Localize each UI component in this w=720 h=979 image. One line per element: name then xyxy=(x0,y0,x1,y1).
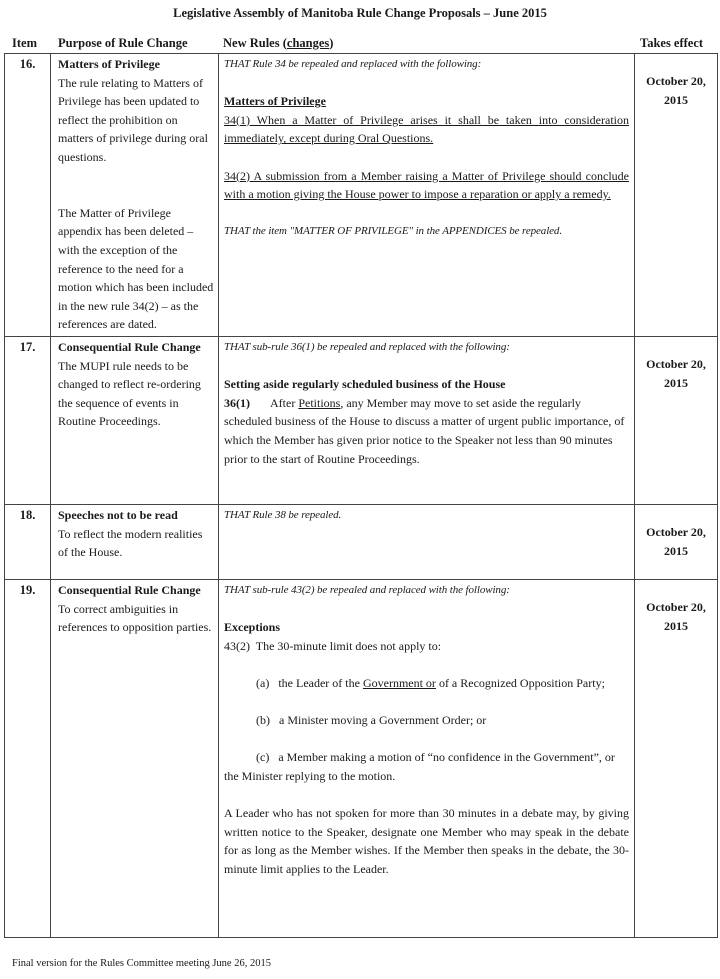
table-row xyxy=(5,337,718,505)
new-rules-cell xyxy=(219,505,635,580)
takes-effect-cell xyxy=(635,54,718,337)
rule-change-table xyxy=(4,53,718,938)
purpose-title: Speeches not to be read xyxy=(58,508,178,522)
footer-note: Final version for the Rules Committee meeting June 26, 2015 xyxy=(12,958,271,969)
rule-heading: Setting aside regularly scheduled business of the House xyxy=(224,377,506,392)
takes-effect-year: 2015 xyxy=(664,543,688,558)
table-row xyxy=(5,505,718,580)
purpose-cell xyxy=(51,505,219,580)
takes-effect-year: 2015 xyxy=(664,375,688,390)
rule-lead: After xyxy=(270,395,299,410)
purpose-title: Consequential Rule Change xyxy=(58,583,201,597)
subitem-label: (c) xyxy=(256,750,270,765)
takes-effect-year: 2015 xyxy=(664,618,688,633)
table-row xyxy=(5,580,718,938)
takes-effect-date: October 20, xyxy=(646,600,706,614)
rule-intro: THAT Rule 34 be repealed and replaced with the following: xyxy=(224,58,482,70)
table-row xyxy=(5,54,718,337)
purpose-text: The Matter of Privilege appendix has been deleted – with the exception of the reference to the need for a motion which has been included in the new rule 34(2) – as the references are dated. xyxy=(58,205,214,332)
column-header-purpose: Purpose of Rule Change xyxy=(58,36,188,50)
new-rules-prefix: New Rules ( xyxy=(223,36,287,50)
document-title: Legislative Assembly of Manitoba Rule Change Proposals – June 2015 xyxy=(173,6,547,20)
rule-subitem-c xyxy=(224,748,629,785)
rule-paragraph: 34(2) A submission from a Member raising a Matter of Privilege should conclude with a motion giving the House power to impose a reparation or apply a remedy. xyxy=(224,168,629,202)
column-header-new-rules xyxy=(223,36,333,51)
takes-effect-date: October 20, xyxy=(646,357,706,371)
purpose-title: Matters of Privilege xyxy=(58,57,160,71)
purpose-text: The rule relating to Matters of Privilege has been updated to reflect the prohibition on matters of privilege during oral questions. xyxy=(58,75,208,164)
rule-subitem-b xyxy=(224,711,629,730)
purpose-text: The MUPI rule needs to be changed to reflect re-ordering the sequence of events in Routine Proceedings. xyxy=(58,358,201,429)
takes-effect-cell xyxy=(635,337,718,505)
subitem-rest: of a Recognized Opposition Party; xyxy=(435,675,605,690)
new-rules-suffix: ) xyxy=(329,36,334,50)
rule-paragraph: 34(1) When a Matter of Privilege arises it shall be taken into consideration immediately, except during Oral Questions. xyxy=(224,112,629,146)
subitem-lead: the Leader of the xyxy=(278,675,363,690)
takes-effect-date: October 20, xyxy=(646,74,706,88)
rule-intro: THAT sub-rule 43(2) be repealed and replaced with the following: xyxy=(224,584,510,596)
purpose-cell xyxy=(51,337,219,505)
rule-subitem-a xyxy=(224,674,629,693)
rule-rest: , any Member may move to set aside the regularly scheduled business of the House to discuss a matter of urgent public importance, of which the Member has given prior notice to the Speaker not less than 90 minutes prior to the start of Routine Proceedings. xyxy=(224,395,625,466)
rule-heading: Exceptions xyxy=(224,620,281,635)
new-rules-changes: changes xyxy=(286,36,330,50)
new-rules-cell xyxy=(219,337,635,505)
takes-effect-cell xyxy=(635,580,718,938)
item-number: 19. xyxy=(5,580,51,938)
item-number: 17. xyxy=(5,337,51,505)
purpose-text: To reflect the modern realities of the House. xyxy=(58,526,203,560)
new-rules-cell xyxy=(219,580,635,938)
takes-effect-cell xyxy=(635,505,718,580)
column-header-takes-effect: Takes effect xyxy=(640,36,704,50)
subitem-label: (b) xyxy=(256,713,270,728)
purpose-cell xyxy=(51,54,219,337)
item-number: 16. xyxy=(5,54,51,337)
purpose-text: To correct ambiguities in references to opposition parties. xyxy=(58,601,212,635)
rule-line: 43(2) The 30-minute limit does not apply to: xyxy=(224,638,442,653)
rule-paragraph xyxy=(224,394,629,468)
rule-number: 36(1) xyxy=(224,395,250,410)
column-header-item: Item xyxy=(12,36,37,50)
subitem-text: a Minister moving a Government Order; or xyxy=(279,713,487,728)
item-number: 18. xyxy=(5,505,51,580)
takes-effect-date: October 20, xyxy=(646,525,706,539)
takes-effect-year: 2015 xyxy=(664,92,688,107)
rule-intro: THAT Rule 38 be repealed. xyxy=(224,509,342,521)
rule-intro: THAT sub-rule 36(1) be repealed and replaced with the following: xyxy=(224,341,510,353)
rule-closing: A Leader who has not spoken for more than 30 minutes in a debate may, by giving written notice to the Speaker, designate one Member who may speak in the debate for as long as the Member wishes. If the Member then speaks in the debate, the 30-minute limit applies to the Leader. xyxy=(224,806,629,876)
rule-underlined: Petitions xyxy=(298,395,341,410)
new-rules-cell xyxy=(219,54,635,337)
subitem-label: (a) xyxy=(256,675,270,690)
subitem-text: a Member making a motion of “no confidence in the Government”, or the Minister replying to the motion. xyxy=(224,750,615,783)
purpose-cell xyxy=(51,580,219,938)
subitem-underlined: Government or xyxy=(362,675,436,690)
purpose-title: Consequential Rule Change xyxy=(58,340,201,354)
rule-closing: THAT the item "MATTER OF PRIVILEGE" in the APPENDICES be repealed. xyxy=(224,225,562,238)
rule-heading: Matters of Privilege xyxy=(224,94,326,109)
